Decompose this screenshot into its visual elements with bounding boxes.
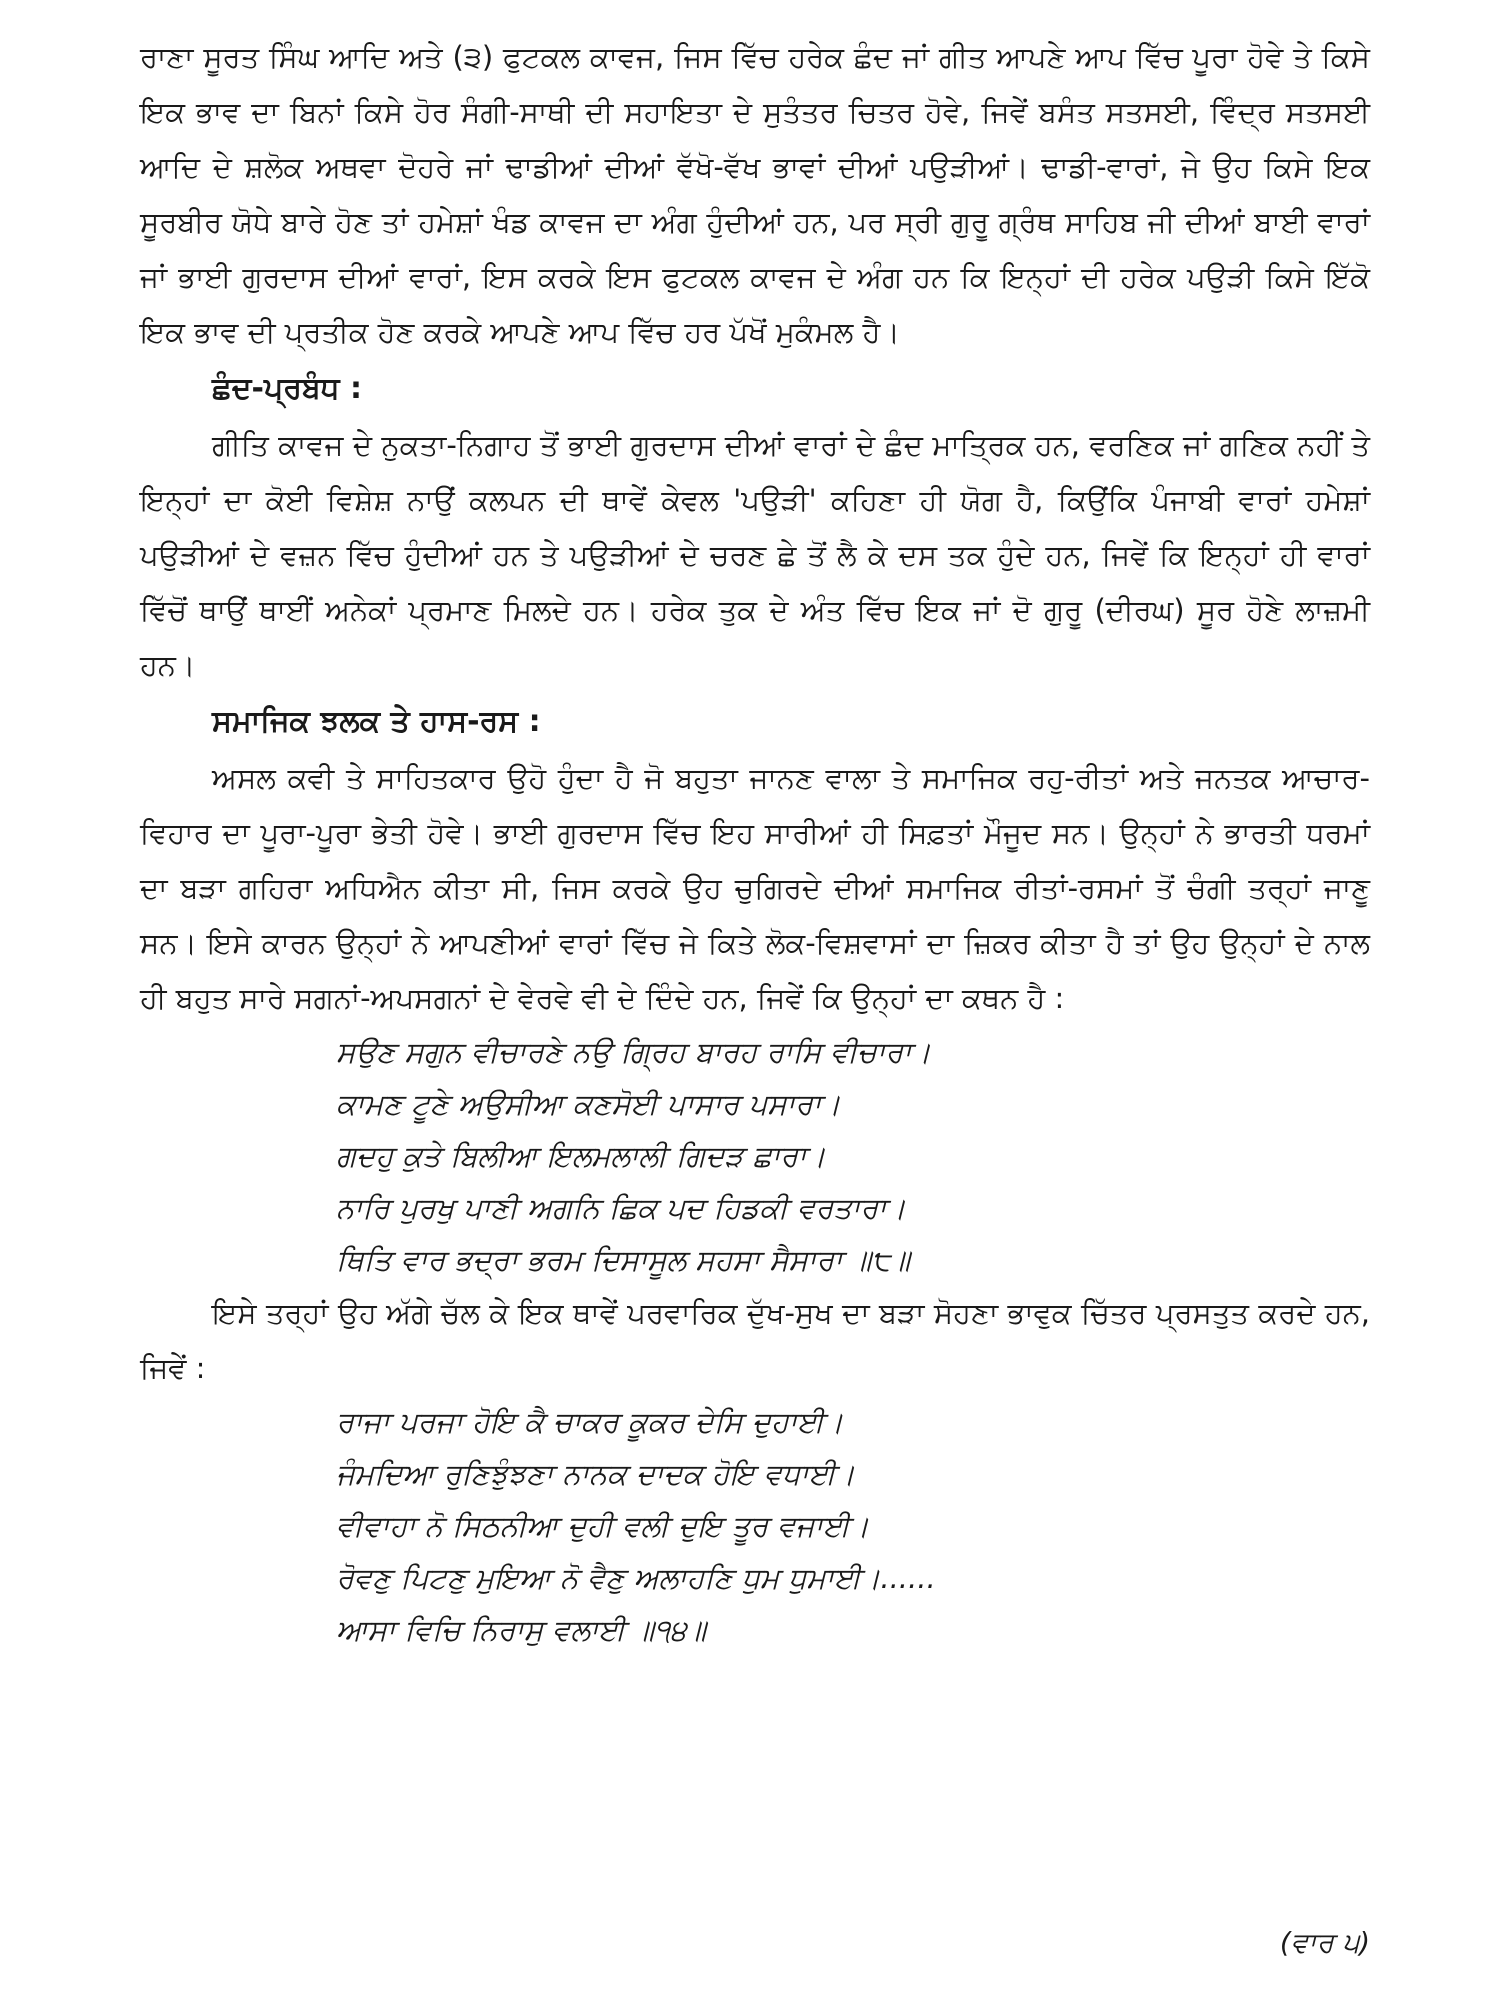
bridge-paragraph: ਇਸੇ ਤਰ੍ਹਾਂ ਉਹ ਅੱਗੇ ਚੱਲ ਕੇ ਇਕ ਥਾਵੇਂ ਪਰਵਾਰਿਕ ਦੁੱਖ-ਸੁਖ ਦਾ ਬੜਾ ਸੋਹਣਾ ਭਾਵੁਕ ਚਿੱਤਰ ਪ੍ਰਸਤੁਤ ਕਰਦੇ ਹਨ, ਜਿਵੇਂ :	[140, 1296, 1370, 1385]
samajik-paragraph: ਅਸਲ ਕਵੀ ਤੇ ਸਾਹਿਤਕਾਰ ਉਹੋ ਹੁੰਦਾ ਹੈ ਜੋ ਬਹੁਤਾ ਜਾਨਣ ਵਾਲਾ ਤੇ ਸਮਾਜਿਕ ਰਹੁ-ਰੀਤਾਂ ਅਤੇ ਜਨਤਕ ਆਚਾਰ-ਵਿਹਾਰ ਦਾ ਪੂਰਾ-ਪੂਰਾ ਭੇਤੀ ਹੋਵੇ। ਭਾਈ ਗੁਰਦਾਸ ਵਿੱਚ ਇਹ ਸਾਰੀਆਂ ਹੀ ਸਿਫ਼ਤਾਂ ਮੌਜੂਦ ਸਨ। ਉਨ੍ਹਾਂ ਨੇ ਭਾਰਤੀ ਧਰਮਾਂ ਦਾ ਬੜਾ ਗਹਿਰਾ ਅਧਿਐਨ ਕੀਤਾ ਸੀ, ਜਿਸ ਕਰਕੇ ਉਹ ਚੁਗਿਰਦੇ ਦੀਆਂ ਸਮਾਜਿਕ ਰੀਤਾਂ-ਰਸਮਾਂ ਤੋਂ ਚੰਗੀ ਤਰ੍ਹਾਂ ਜਾਣੂ ਸਨ। ਇਸੇ ਕਾਰਨ ਉਨ੍ਹਾਂ ਨੇ ਆਪਣੀਆਂ ਵਾਰਾਂ ਵਿੱਚ ਜੇ ਕਿਤੇ ਲੋਕ-ਵਿਸ਼ਵਾਸਾਂ ਦਾ ਜ਼ਿਕਰ ਕੀਤਾ ਹੈ ਤਾਂ ਉਹ ਉਨ੍ਹਾਂ ਦੇ ਨਾਲ ਹੀ ਬਹੁਤ ਸਾਰੇ ਸਗਨਾਂ-ਅਪਸਗਨਾਂ ਦੇ ਵੇਰਵੇ ਵੀ ਦੇ ਦਿੰਦੇ ਹਨ, ਜਿਵੇਂ ਕਿ ਉਨ੍ਹਾਂ ਦਾ ਕਥਨ ਹੈ :	[140, 761, 1370, 1015]
intro-paragraph: ਰਾਣਾ ਸੂਰਤ ਸਿੰਘ ਆਦਿ ਅਤੇ (੩) ਫੁਟਕਲ ਕਾਵਜ, ਜਿਸ ਵਿੱਚ ਹਰੇਕ ਛੰਦ ਜਾਂ ਗੀਤ ਆਪਣੇ ਆਪ ਵਿੱਚ ਪੂਰਾ ਹੋਵੇ ਤੇ ਕਿਸੇ ਇਕ ਭਾਵ ਦਾ ਬਿਨਾਂ ਕਿਸੇ ਹੋਰ ਸੰਗੀ-ਸਾਥੀ ਦੀ ਸਹਾਇਤਾ ਦੇ ਸੁਤੰਤਰ ਚਿਤਰ ਹੋਵੇ, ਜਿਵੇਂ ਬਸੰਤ ਸਤਸਈ, ਵਿੰਦ੍ਰ ਸਤਸਈ ਆਦਿ ਦੇ ਸ਼ਲੋਕ ਅਥਵਾ ਦੋਹਰੇ ਜਾਂ ਢਾਡੀਆਂ ਦੀਆਂ ਵੱਖੋ-ਵੱਖ ਭਾਵਾਂ ਦੀਆਂ ਪਉੜੀਆਂ। ਢਾਡੀ-ਵਾਰਾਂ, ਜੇ ਉਹ ਕਿਸੇ ਇਕ ਸੂਰਬੀਰ ਯੋਧੇ ਬਾਰੇ ਹੋਣ ਤਾਂ ਹਮੇਸ਼ਾਂ ਖੰਡ ਕਾਵਜ ਦਾ ਅੰਗ ਹੁੰਦੀਆਂ ਹਨ, ਪਰ ਸ੍ਰੀ ਗੁਰੂ ਗ੍ਰੰਥ ਸਾਹਿਬ ਜੀ ਦੀਆਂ ਬਾਈ ਵਾਰਾਂ ਜਾਂ ਭਾਈ ਗੁਰਦਾਸ ਦੀਆਂ ਵਾਰਾਂ, ਇਸ ਕਰਕੇ ਇਸ ਫੁਟਕਲ ਕਾਵਜ ਦੇ ਅੰਗ ਹਨ ਕਿ ਇਨ੍ਹਾਂ ਦੀ ਹਰੇਕ ਪਉੜੀ ਕਿਸੇ ਇੱਕੋ ਇਕ ਭਾਵ ਦੀ ਪ੍ਰਤੀਕ ਹੋਣ ਕਰਕੇ ਆਪਣੇ ਆਪ ਵਿੱਚ ਹਰ ਪੱਖੋਂ ਮੁਕੰਮਲ ਹੈ।	[140, 40, 1370, 349]
verse-line: ਗਦਹੁ ਕੁਤੇ ਬਿਲੀਆ ਇਲਮਲਾਲੀ ਗਿਦੜ ਛਾਰਾ।	[336, 1139, 826, 1173]
book-page	[140, 30, 1370, 1980]
verse-line: ਵੀਵਾਹਾ ਨੋ ਸਿਠਨੀਆ ਦੁਹੀ ਵਲੀ ਦੁਇ ਤੂਰ ਵਜਾਈ।	[336, 1509, 870, 1543]
chhand-paragraph: ਗੀਤਿ ਕਾਵਜ ਦੇ ਨੁਕਤਾ-ਨਿਗਾਹ ਤੋਂ ਭਾਈ ਗੁਰਦਾਸ ਦੀਆਂ ਵਾਰਾਂ ਦੇ ਛੰਦ ਮਾਤ੍ਰਿਕ ਹਨ, ਵਰਣਿਕ ਜਾਂ ਗਣਿਕ ਨਹੀਂ ਤੇ ਇਨ੍ਹਾਂ ਦਾ ਕੋਈ ਵਿਸ਼ੇਸ਼ ਨਾਉਂ ਕਲਪਨ ਦੀ ਥਾਵੇਂ ਕੇਵਲ 'ਪਉੜੀ' ਕਹਿਣਾ ਹੀ ਯੋਗ ਹੈ, ਕਿਉਂਕਿ ਪੰਜਾਬੀ ਵਾਰਾਂ ਹਮੇਸ਼ਾਂ ਪਉੜੀਆਂ ਦੇ ਵਜ਼ਨ ਵਿੱਚ ਹੁੰਦੀਆਂ ਹਨ ਤੇ ਪਉੜੀਆਂ ਦੇ ਚਰਣ ਛੇ ਤੋਂ ਲੈ ਕੇ ਦਸ ਤਕ ਹੁੰਦੇ ਹਨ, ਜਿਵੇਂ ਕਿ ਇਨ੍ਹਾਂ ਹੀ ਵਾਰਾਂ ਵਿੱਚੋਂ ਥਾਉਂ ਥਾਈਂ ਅਨੇਕਾਂ ਪ੍ਰਮਾਣ ਮਿਲਦੇ ਹਨ। ਹਰੇਕ ਤੁਕ ਦੇ ਅੰਤ ਵਿੱਚ ਇਕ ਜਾਂ ਦੋ ਗੁਰੂ (ਦੀਰਘ) ਸੂਰ ਹੋਣੇ ਲਾਜ਼ਮੀ ਹਨ।	[140, 428, 1370, 682]
section-chhand-prabandh	[140, 360, 1370, 693]
source-reference: (ਵਾਰ ੫)	[1279, 1926, 1370, 1959]
verse-line: ਰਾਜਾ ਪਰਜਾ ਹੋਇ ਕੈ ਚਾਕਰ ਕੂਕਰ ਦੇਸਿ ਦੁਹਾਈ।	[336, 1405, 844, 1439]
verse-block-sagun	[140, 1026, 1370, 1286]
verse-line: ਕਾਮਣ ਟੂਣੇ ਅਉਸੀਆ ਕਣਸੋਈ ਪਾਸਾਰ ਪਸਾਰਾ।	[336, 1087, 841, 1121]
verse-line: ਰੋਵਣੁ ਪਿਟਣੁ ਮੁਇਆ ਨੋ ਵੈਣੁ ਅਲਾਹਣਿ ਧੁਮ ਧੁਮਾਈ।......	[336, 1561, 936, 1595]
section-samajik-jhalak	[140, 693, 1370, 1026]
verse-line: ਜੰਮਦਿਆ ਰੁਣਿਝੁੰਝਣਾ ਨਾਨਕ ਦਾਦਕ ਹੋਇ ਵਧਾਈ।	[336, 1457, 856, 1491]
verse-line: ਨਾਰਿ ਪੁਰਖੁ ਪਾਣੀ ਅਗਨਿ ਛਿਕ ਪਦ ਹਿਡਕੀ ਵਰਤਾਰਾ।	[336, 1191, 906, 1225]
verse-block-parivarik	[140, 1396, 1370, 1656]
section-heading-chhand: ਛੰਦ-ਪ੍ਰਬੰਧ :	[212, 371, 363, 406]
verse-line: ਆਸਾ ਵਿਚਿ ਨਿਰਾਸੁ ਵਲਾਈ ॥੧੪॥	[336, 1613, 706, 1647]
verse-line: ਥਿਤਿ ਵਾਰ ਭਦ੍ਰਾ ਭਰਮ ਦਿਸਾਸੂਲ ਸਹਸਾ ਸੈਸਾਰਾ ॥੮॥	[336, 1243, 910, 1277]
section-heading-samajik: ਸਮਾਜਿਕ ਝਲਕ ਤੇ ਹਾਸ-ਰਸ :	[212, 704, 541, 739]
verse-line: ਸਉਣ ਸਗੁਨ ਵੀਚਾਰਣੇ ਨਉ ਗ੍ਰਿਹ ਬਾਰਹ ਰਾਸਿ ਵੀਚਾਰਾ।	[336, 1035, 931, 1069]
